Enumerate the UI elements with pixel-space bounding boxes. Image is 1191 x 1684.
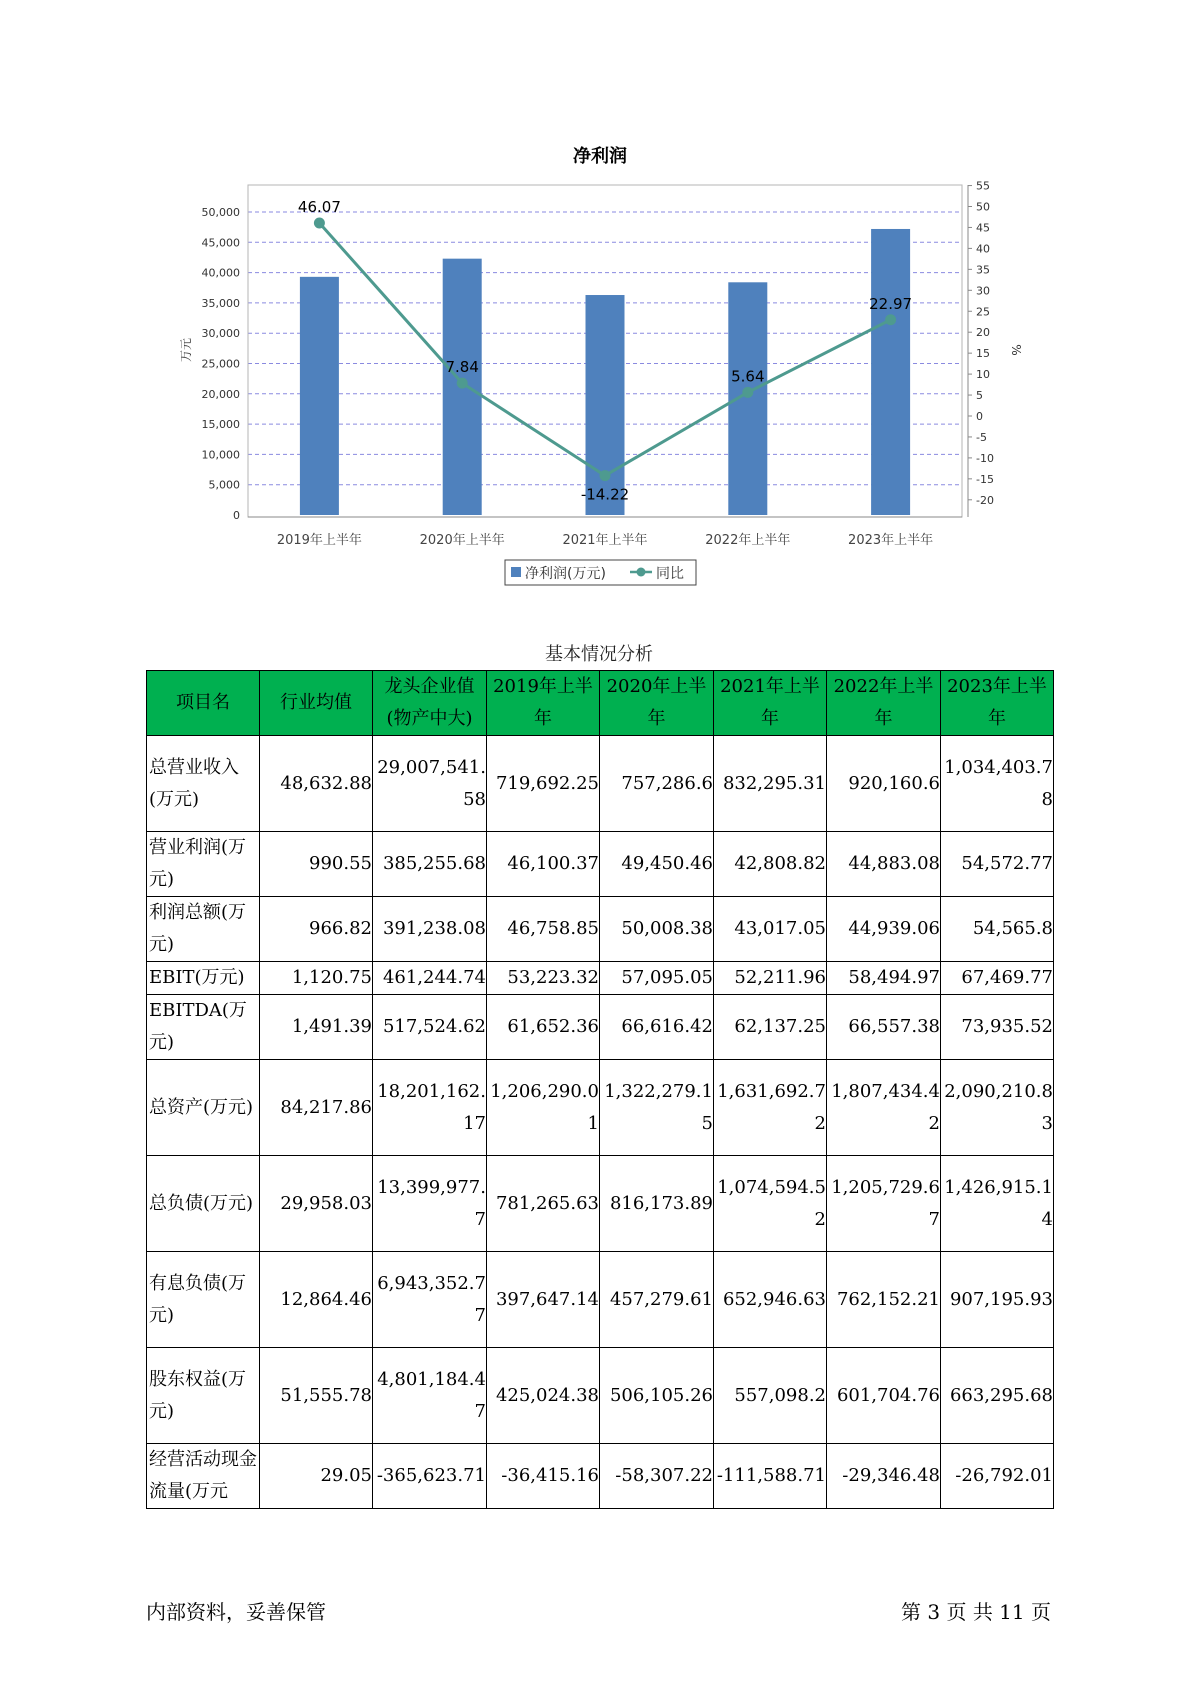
y2-tick-label: 45 [976, 221, 990, 235]
yoy-point [314, 217, 325, 228]
x-tick-label: 2023年上半年 [848, 533, 934, 548]
y2-tick-label: -10 [976, 451, 994, 465]
value-cell: 762,152.21 [827, 1252, 941, 1348]
value-cell: 44,883.08 [827, 832, 941, 897]
value-cell: 46,758.85 [487, 897, 600, 962]
value-cell: 54,572.77 [941, 832, 1054, 897]
row-label-cell: 经营活动现金流量(万元 [147, 1444, 260, 1509]
legend-bar-swatch [511, 567, 521, 577]
value-cell: 12,864.46 [260, 1252, 373, 1348]
legend-line-label: 同比 [656, 566, 684, 582]
y-tick-label: 30,000 [201, 327, 240, 341]
y2-tick-label: 35 [976, 263, 990, 277]
x-tick-label: 2020年上半年 [419, 533, 505, 548]
x-tick-label: 2019年上半年 [276, 533, 362, 548]
y-tick-label: 45,000 [201, 236, 240, 250]
value-cell: 781,265.63 [487, 1156, 600, 1252]
y-axis-label: 万元 [179, 337, 193, 363]
value-cell: 1,074,594.52 [714, 1156, 827, 1252]
footer-page-number: 第 3 页 共 11 页 [901, 1600, 1051, 1624]
footer-confidential-note: 内部资料，妥善保管 [146, 1600, 326, 1624]
value-cell: -58,307.22 [600, 1444, 714, 1509]
value-cell: 457,279.61 [600, 1252, 714, 1348]
table-header-cell: 项目名 [147, 671, 260, 736]
value-cell: 506,105.26 [600, 1348, 714, 1444]
value-cell: 58,494.97 [827, 962, 941, 995]
y-tick-label: 5,000 [208, 478, 240, 492]
row-label-cell: 有息负债(万元) [147, 1252, 260, 1348]
value-cell: -365,623.71 [373, 1444, 487, 1509]
value-cell: 1,631,692.72 [714, 1060, 827, 1156]
y2-tick-label: -20 [976, 493, 994, 507]
value-cell: 57,095.05 [600, 962, 714, 995]
value-cell: -36,415.16 [487, 1444, 600, 1509]
chart-legend [505, 560, 696, 585]
row-label-cell: 利润总额(万元) [147, 897, 260, 962]
value-cell: 6,943,352.77 [373, 1252, 487, 1348]
y2-tick-label: 25 [976, 305, 990, 319]
bar-net-profit [300, 277, 339, 515]
value-cell: 66,557.38 [827, 995, 941, 1060]
y2-tick-label: 10 [976, 368, 990, 382]
value-cell: 13,399,977.7 [373, 1156, 487, 1252]
value-cell: 425,024.38 [487, 1348, 600, 1444]
value-cell: 1,034,403.78 [941, 736, 1054, 832]
value-cell: 42,808.82 [714, 832, 827, 897]
table-row [147, 1348, 1054, 1444]
y-tick-label: 35,000 [201, 296, 240, 310]
table-row [147, 1444, 1054, 1509]
value-cell: 1,205,729.67 [827, 1156, 941, 1252]
table-header-cell: 2019年上半年 [487, 671, 600, 736]
table-header-cell: 龙头企业值(物产中大) [373, 671, 487, 736]
table-row [147, 995, 1054, 1060]
yoy-point [885, 314, 896, 325]
value-cell: 43,017.05 [714, 897, 827, 962]
value-cell: -29,346.48 [827, 1444, 941, 1509]
yoy-data-label: 22.97 [869, 294, 913, 313]
x-tick-label: 2022年上半年 [705, 533, 791, 548]
value-cell: -111,588.71 [714, 1444, 827, 1509]
value-cell: 1,206,290.01 [487, 1060, 600, 1156]
value-cell: 50,008.38 [600, 897, 714, 962]
value-cell: 832,295.31 [714, 736, 827, 832]
y-tick-label: 20,000 [201, 387, 240, 401]
value-cell: 4,801,184.47 [373, 1348, 487, 1444]
value-cell: 461,244.74 [373, 962, 487, 995]
value-cell: 44,939.06 [827, 897, 941, 962]
y2-tick-label: 40 [976, 242, 990, 256]
yoy-point [742, 387, 753, 398]
value-cell: 719,692.25 [487, 736, 600, 832]
x-tick-label: 2021年上半年 [562, 533, 648, 548]
basic-analysis-table [146, 670, 1054, 1509]
value-cell: 66,616.42 [600, 995, 714, 1060]
value-cell: 48,632.88 [260, 736, 373, 832]
value-cell: 84,217.86 [260, 1060, 373, 1156]
table-header-cell: 2021年上半年 [714, 671, 827, 736]
value-cell: 757,286.6 [600, 736, 714, 832]
y-tick-label: 40,000 [201, 266, 240, 280]
value-cell: 52,211.96 [714, 962, 827, 995]
value-cell: 51,555.78 [260, 1348, 373, 1444]
table-title: 基本情况分析 [545, 644, 653, 665]
value-cell: 62,137.25 [714, 995, 827, 1060]
value-cell: 391,238.08 [373, 897, 487, 962]
y-tick-label: 15,000 [201, 418, 240, 432]
row-label-cell: 营业利润(万元) [147, 832, 260, 897]
y-tick-label: 50,000 [201, 206, 240, 219]
value-cell: 1,491.39 [260, 995, 373, 1060]
value-cell: 990.55 [260, 832, 373, 897]
y2-tick-label: -5 [976, 430, 987, 444]
row-label-cell: 总营业收入(万元) [147, 736, 260, 832]
row-label-cell: 总资产(万元) [147, 1060, 260, 1156]
y2-tick-label: 55 [976, 179, 990, 193]
y2-tick-label: 50 [976, 200, 990, 214]
value-cell: 29,007,541.58 [373, 736, 487, 832]
value-cell: 61,652.36 [487, 995, 600, 1060]
value-cell: 907,195.93 [941, 1252, 1054, 1348]
value-cell: 1,322,279.15 [600, 1060, 714, 1156]
value-cell: 663,295.68 [941, 1348, 1054, 1444]
y2-axis-label: % [1009, 344, 1023, 356]
bar-net-profit [586, 295, 625, 515]
table-header-cell: 2022年上半年 [827, 671, 941, 736]
value-cell: 966.82 [260, 897, 373, 962]
value-cell: 601,704.76 [827, 1348, 941, 1444]
value-cell: 920,160.6 [827, 736, 941, 832]
row-label-cell: 股东权益(万元) [147, 1348, 260, 1444]
table-header-cell: 2020年上半年 [600, 671, 714, 736]
legend-bar-label: 净利润(万元) [525, 566, 606, 582]
yoy-data-label: 46.07 [297, 197, 341, 216]
row-label-cell: EBIT(万元) [147, 962, 260, 995]
yoy-data-label: 5.64 [731, 367, 765, 386]
yoy-data-label: -14.22 [580, 485, 630, 504]
y-tick-label: 10,000 [201, 448, 240, 462]
y2-tick-label: 20 [976, 326, 990, 340]
y-tick-label: 25,000 [201, 357, 240, 371]
table-row [147, 1252, 1054, 1348]
value-cell: 67,469.77 [941, 962, 1054, 995]
table-header-cell: 行业均值 [260, 671, 373, 736]
value-cell: 1,426,915.14 [941, 1156, 1054, 1252]
value-cell: 49,450.46 [600, 832, 714, 897]
y-tick-label: 0 [233, 509, 240, 522]
yoy-point [457, 378, 468, 389]
table-header-row [147, 671, 1054, 736]
y2-tick-label: 15 [976, 347, 990, 361]
row-label-cell: 总负债(万元) [147, 1156, 260, 1252]
y2-tick-label: 0 [976, 410, 983, 423]
value-cell: 46,100.37 [487, 832, 600, 897]
value-cell: 1,120.75 [260, 962, 373, 995]
table-row [147, 897, 1054, 962]
value-cell: 557,098.2 [714, 1348, 827, 1444]
value-cell: 517,524.62 [373, 995, 487, 1060]
table-row [147, 736, 1054, 832]
value-cell: 652,946.63 [714, 1252, 827, 1348]
value-cell: 18,201,162.17 [373, 1060, 487, 1156]
y2-tick-label: 5 [976, 389, 983, 403]
value-cell: 53,223.32 [487, 962, 600, 995]
value-cell: 29.05 [260, 1444, 373, 1509]
value-cell: -26,792.01 [941, 1444, 1054, 1509]
y2-tick-label: 30 [976, 284, 990, 298]
table-row [147, 832, 1054, 897]
bar-net-profit [869, 229, 913, 515]
net-profit-chart [0, 0, 1191, 600]
table-row [147, 1060, 1054, 1156]
table-row [147, 1156, 1054, 1252]
value-cell: 385,255.68 [373, 832, 487, 897]
table-row [147, 962, 1054, 995]
row-label-cell: EBITDA(万元) [147, 995, 260, 1060]
table-header-cell: 2023年上半年 [941, 671, 1054, 736]
value-cell: 397,647.14 [487, 1252, 600, 1348]
legend-line-marker [637, 568, 646, 577]
value-cell: 29,958.03 [260, 1156, 373, 1252]
value-cell: 73,935.52 [941, 995, 1054, 1060]
y2-tick-label: -15 [976, 472, 994, 486]
value-cell: 54,565.8 [941, 897, 1054, 962]
yoy-point [600, 470, 611, 481]
chart-title: 净利润 [573, 146, 627, 167]
value-cell: 1,807,434.42 [827, 1060, 941, 1156]
value-cell: 2,090,210.83 [941, 1060, 1054, 1156]
value-cell: 816,173.89 [600, 1156, 714, 1252]
yoy-data-label: 7.84 [445, 358, 479, 377]
